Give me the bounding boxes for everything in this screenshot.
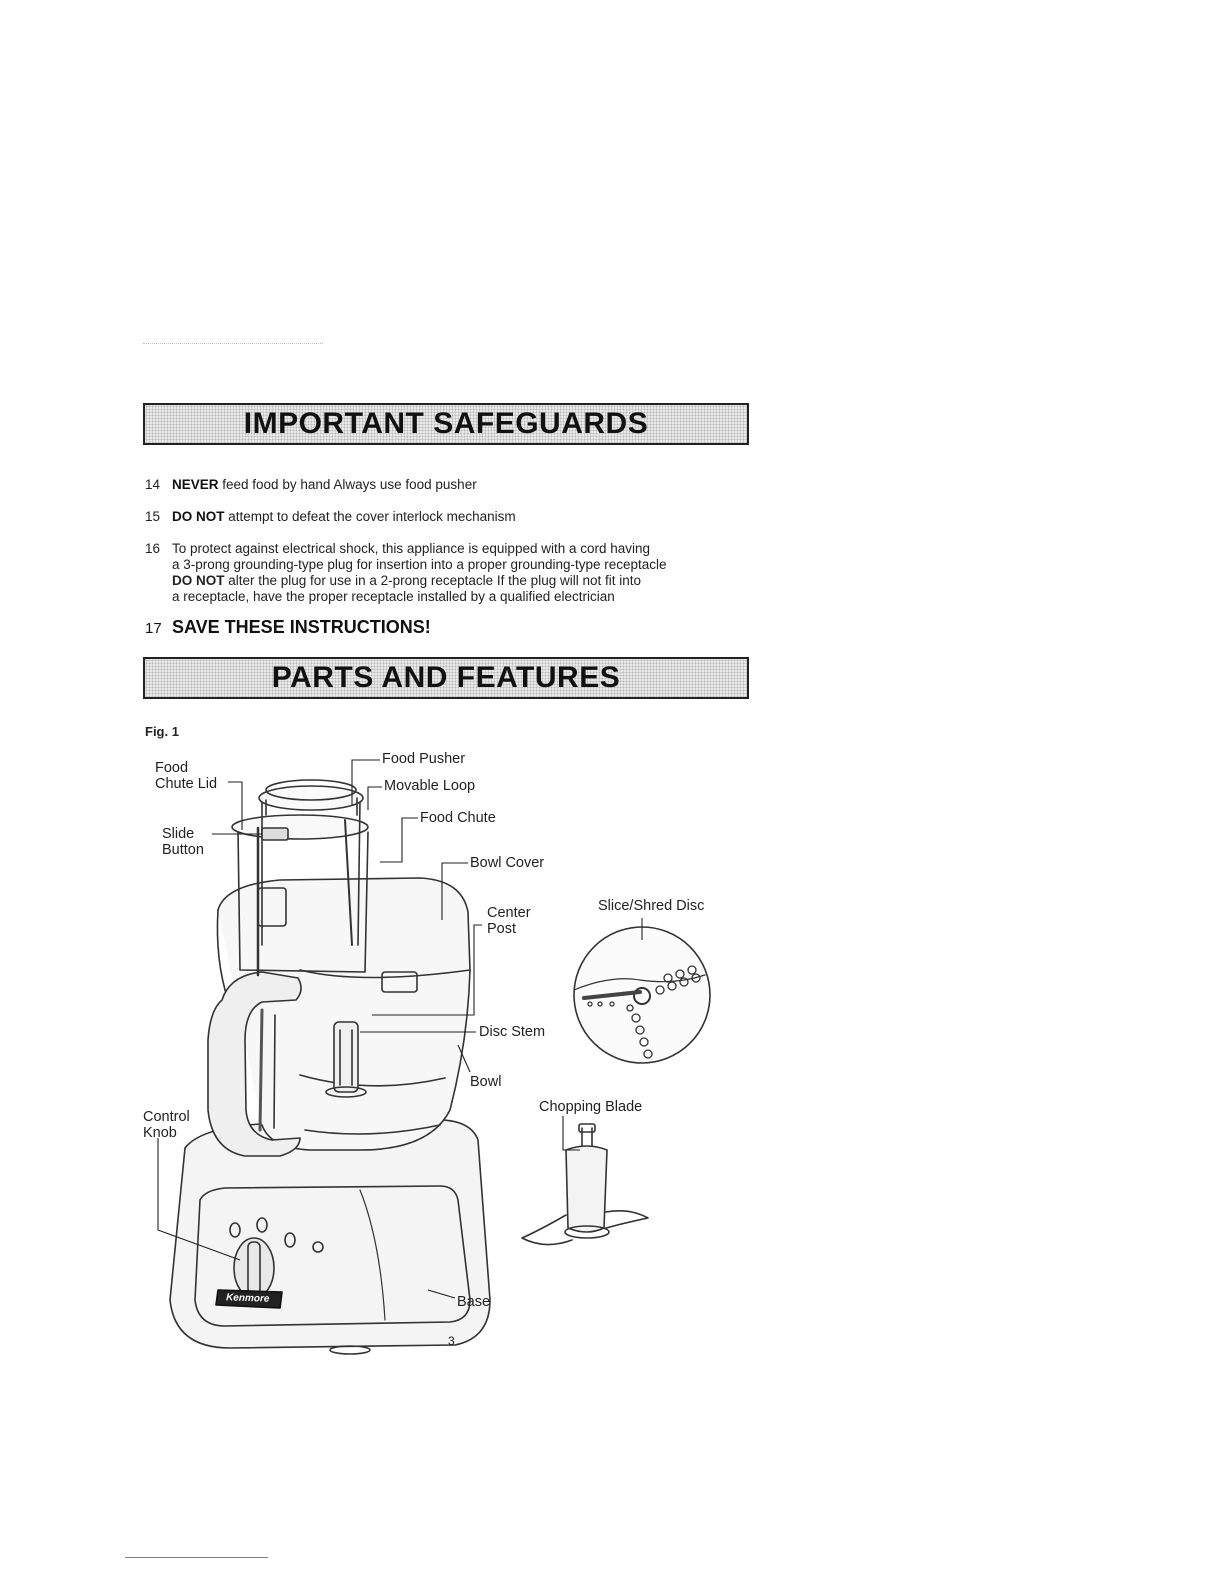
label-food-chute-lid [155, 760, 217, 792]
item-emphasis: DO NOT [172, 509, 225, 524]
figure-label: Fig. 1 [145, 724, 179, 739]
item-number: 17 [145, 620, 162, 637]
label-food-chute-lid-line-2: Chute Lid [155, 776, 218, 792]
page-number: 3 [448, 1334, 455, 1348]
label-control-knob-line-2: Knob [143, 1125, 177, 1141]
label-slide-button [162, 826, 204, 858]
important-safeguards-heading: IMPORTANT SAFEGUARDS [243, 407, 649, 440]
save-instructions-text: SAVE THESE INSTRUCTIONS! [172, 617, 431, 637]
label-slice-shred-disc: Slice/Shred Disc [598, 898, 705, 914]
item-emphasis: NEVER [172, 477, 219, 492]
label-bowl: Bowl [470, 1074, 502, 1090]
label-center-post-line-1: Center [487, 905, 531, 921]
item-number: 14 [145, 477, 161, 492]
label-food-pusher: Food Pusher [382, 751, 466, 767]
bowl-shape [217, 878, 470, 1150]
brand-logo: Kenmore [225, 1292, 270, 1305]
parts-features-heading: PARTS AND FEATURES [271, 661, 621, 694]
label-control-knob-line-1: Control [143, 1109, 190, 1125]
base-shape [170, 1120, 490, 1354]
label-chopping-blade: Chopping Blade [539, 1099, 643, 1115]
item-text: attempt to defeat the cover interlock mechanism [224, 509, 516, 524]
item-number: 16 [145, 541, 161, 556]
label-center-post-line-2: Post [487, 921, 517, 937]
item-16-line-4: a receptacle, have the proper receptacle installed by a qualified electrician [172, 589, 615, 604]
item-emphasis: DO NOT [172, 573, 225, 588]
label-food-chute: Food Chute [420, 810, 496, 826]
label-movable-loop: Movable Loop [384, 778, 476, 794]
label-disc-stem: Disc Stem [479, 1024, 546, 1040]
chopping-blade-shape [522, 1124, 648, 1245]
label-control-knob [143, 1109, 190, 1141]
label-base: Base [457, 1294, 491, 1310]
item-16-line-1: To protect against electrical shock, this appliance is equipped with a cord having [172, 541, 651, 556]
item-number: 15 [145, 509, 161, 524]
slice-shred-disc-shape [574, 927, 710, 1063]
item-16-line-3-text: alter the plug for use in a 2-prong receptacle If the plug will not fit into [224, 573, 641, 588]
label-food-chute-lid-line-1: Food [155, 760, 189, 776]
label-slide-button-line-2: Button [162, 842, 204, 858]
item-16-line-2: a 3-prong grounding-type plug for insertion into a proper grounding-type receptacle [172, 557, 667, 572]
label-center-post [487, 905, 531, 937]
label-bowl-cover: Bowl Cover [470, 855, 545, 871]
label-slide-button-line-1: Slide [162, 826, 195, 842]
item-text: feed food by hand Always use food pusher [218, 477, 477, 492]
